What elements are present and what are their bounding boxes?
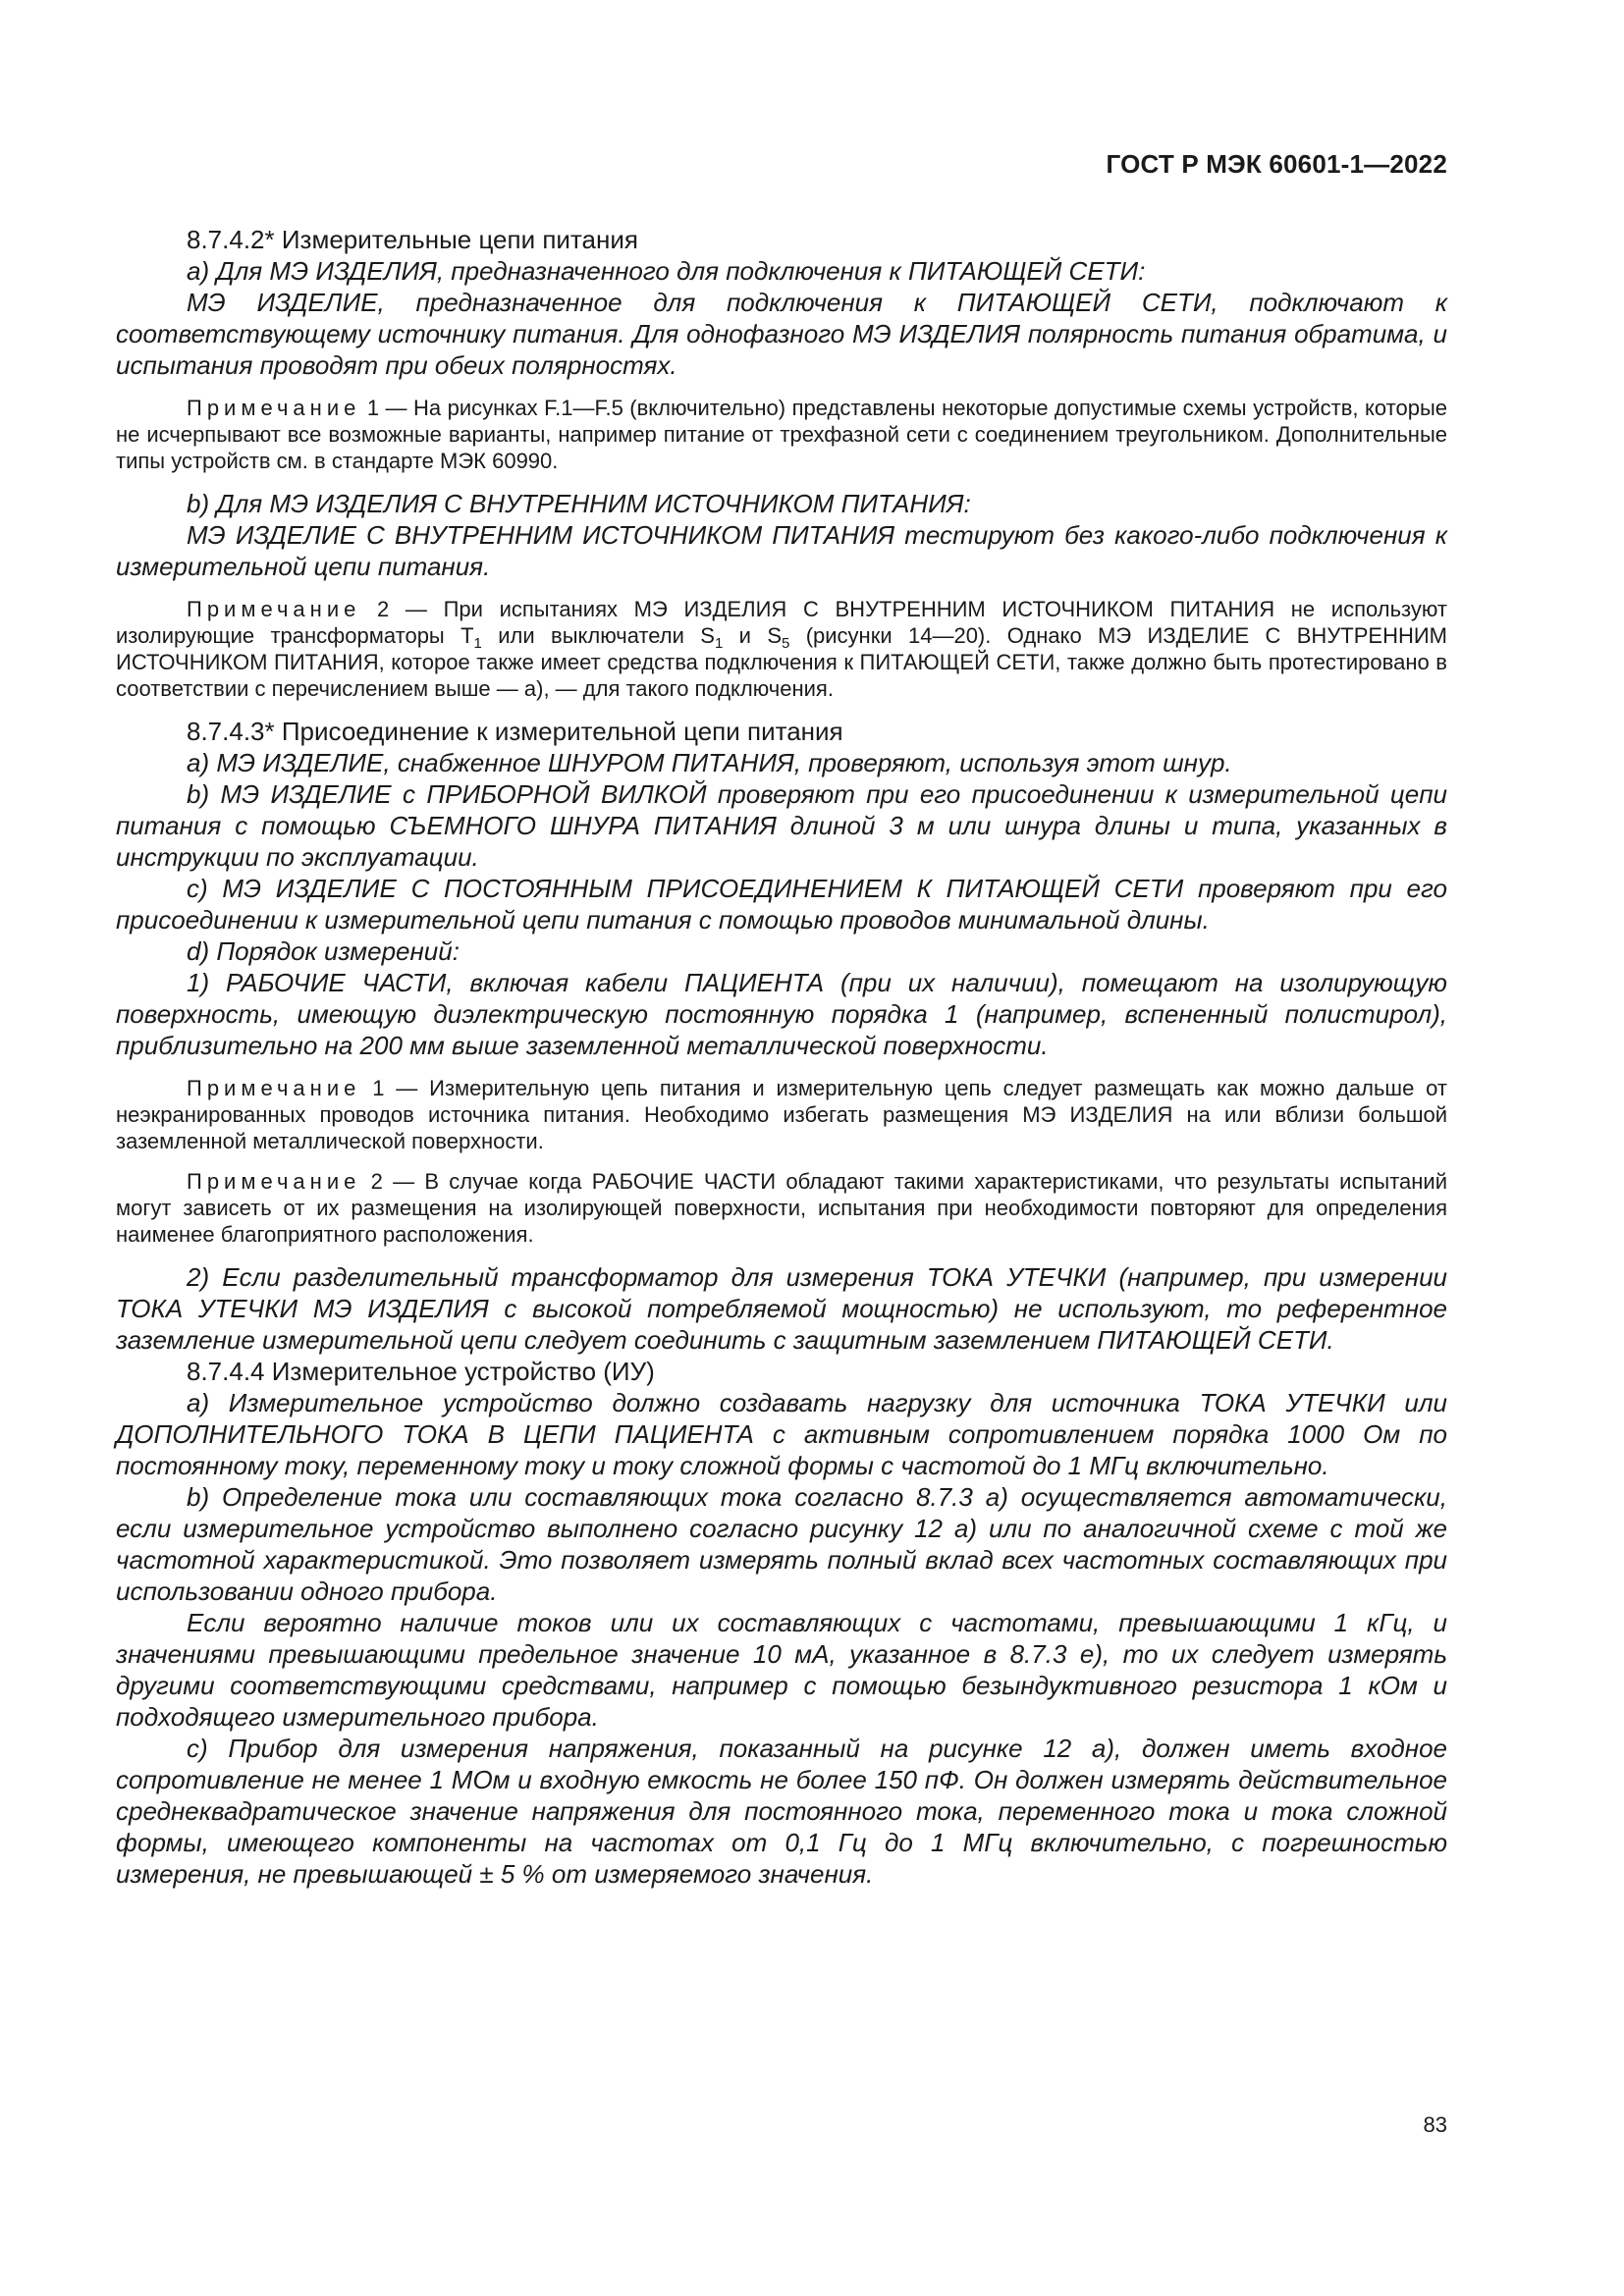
section-heading-8742: 8.7.4.2* Измерительные цепи питания [187,225,638,254]
item-b-body: МЭ ИЗДЕЛИЕ С ВНУТРЕННИМ ИСТОЧНИКОМ ПИТАНИЯ тестируют без какого-либо подключения к измерительной цепи питания. [116,520,1447,581]
note-label: Примечание [187,1169,361,1194]
item-d2: 2) Если разделительный трансформатор для измерения ТОКА УТЕЧКИ (например, при измерении ТОКА УТЕЧКИ МЭ ИЗДЕЛИЯ с высокой потребляемой мощностью) не используют, то референтное заземление измерительной цепи следует соединить с защитным заземлением ПИТАЮЩЕЙ СЕТИ. [116,1262,1447,1355]
section-heading-8743: 8.7.4.3* Присоединение к измерительной цепи питания [187,717,843,746]
note-text: 1 — Измерительную цепь питания и измерительную цепь следует размещать как можно дальше от неэкранированных проводов источника питания. Необходимо избегать размещения МЭ ИЗДЕЛИЯ на или вблизи большой заземленной металлической поверхности. [116,1076,1447,1153]
item-b-continued: Если вероятно наличие токов или их составляющих с частотами, превышающими 1 кГц, и значениями превышающими предельное значение 10 мА, указанное в 8.7.3 e), то их следует измерять другими соответствующими средствами, например с помощью безындуктивного резистора 1 кОм и подходящего измерительного прибора. [116,1608,1447,1732]
item-d1: 1) РАБОЧИЕ ЧАСТИ, включая кабели ПАЦИЕНТА (при их наличии), помещают на изолирующую поверхность, имеющую диэлектрическую постоянную порядка 1 (например, вспененный полистирол), приблизительно на 200 мм выше заземленной металлической поверхности. [116,968,1447,1060]
item-d: d) Порядок измерений: [187,936,460,966]
note-text: 1 — На рисунках F.1—F.5 (включительно) представлены некоторые допустимые схемы устройств, которые не исчерпывают все возможные варианты, например питание от трехфазной сети с соединением треугольником. Дополнительные типы устройств см. в стандарте МЭК 60990. [116,396,1447,473]
note-1 [116,395,1447,474]
document-body [116,224,1447,1890]
note-text: (рисунки 14—20). Однако МЭ ИЗДЕЛИЕ С ВНУТРЕННИМ ИСТОЧНИКОМ ПИТАНИЯ, которое также имеет средства подключения к ПИТАЮЩЕЙ СЕТИ, также должно быть протестировано в соответствии с перечислением выше — a), — для такого подключения. [116,623,1447,701]
item-b: b) МЭ ИЗДЕЛИЕ с ПРИБОРНОЙ ВИЛКОЙ проверяют при его присоединении к измерительной цепи питания с помощью СЪЕМНОГО ШНУРА ПИТАНИЯ длиной 3 м или шнура длины и типа, указанных в инструкции по эксплуатации. [116,779,1447,872]
section-heading-8744: 8.7.4.4 Измерительное устройство (ИУ) [187,1357,655,1386]
note-text: или выключатели S [481,623,715,648]
document-header: ГОСТ Р МЭК 60601-1—2022 [1106,149,1447,179]
note-1 [116,1075,1447,1154]
item-a-body: МЭ ИЗДЕЛИЕ, предназначенное для подключения к ПИТАЮЩЕЙ СЕТИ, подключают к соответствующему источнику питания. Для однофазного МЭ ИЗДЕЛИЯ полярность питания обратима, и испытания проводят при обеих полярностях. [116,288,1447,380]
note-label: Примечание [187,597,361,621]
item-b: b) Определение тока или составляющих тока согласно 8.7.3 a) осуществляется автоматически, если измерительное устройство выполнено согласно рисунку 12 a) или по аналогичной схеме с той же частотной характеристикой. Это позволяет измерять полный вклад всех частотных составляющих при использовании одного прибора. [116,1482,1447,1606]
note-2 [116,1168,1447,1248]
item-a: a) МЭ ИЗДЕЛИЕ, снабженное ШНУРОМ ПИТАНИЯ, проверяют, используя этот шнур. [187,748,1232,777]
note-text: и S [723,623,782,648]
note-2 [116,596,1447,702]
item-c: c) МЭ ИЗДЕЛИЕ С ПОСТОЯННЫМ ПРИСОЕДИНЕНИЕМ К ПИТАЮЩЕЙ СЕТИ проверяют при его присоединении к измерительной цепи питания с помощью проводов минимальной длины. [116,874,1447,934]
subscript: 1 [714,635,724,652]
note-label: Примечание [187,396,361,420]
subscript: 1 [473,635,482,652]
item-c: c) Прибор для измерения напряжения, показанный на рисунке 12 a), должен иметь входное сопротивление не менее 1 МОм и входную емкость не более 150 пФ. Он должен измерять действительное среднеквадратическое значение напряжения для постоянного тока, переменного тока и тока сложной формы, имеющего компоненты на частотах от 0,1 Гц до 1 МГц включительно, с погрешностью измерения, не превышающей ± 5 % от измеряемого значения. [116,1734,1447,1889]
note-text: 2 — В случае когда РАБОЧИЕ ЧАСТИ обладают такими характеристиками, что результаты испытаний могут зависеть от их размещения на изолирующей поверхности, испытания при необходимости повторяют для определения наименее благоприятного расположения. [116,1169,1447,1247]
note-text: 2 — При испытаниях МЭ ИЗДЕЛИЯ С ВНУТРЕННИМ ИСТОЧНИКОМ ПИТАНИЯ не используют изолирующие трансформаторы T [116,597,1447,648]
item-a: a) Измерительное устройство должно создавать нагрузку для источника ТОКА УТЕЧКИ или ДОПОЛНИТЕЛЬНОГО ТОКА В ЦЕПИ ПАЦИЕНТА с активным сопротивлением порядка 1000 Ом по постоянному току, переменному току и току сложной формы с частотой до 1 МГц включительно. [116,1388,1447,1480]
note-label: Примечание [187,1076,361,1100]
page-number: 83 [1423,2112,1447,2137]
item-a-title: a) Для МЭ ИЗДЕЛИЯ, предназначенного для подключения к ПИТАЮЩЕЙ СЕТИ: [187,256,1146,286]
subscript: 5 [782,635,790,652]
item-b-title: b) Для МЭ ИЗДЕЛИЯ С ВНУТРЕННИМ ИСТОЧНИКОМ ПИТАНИЯ: [187,489,971,518]
